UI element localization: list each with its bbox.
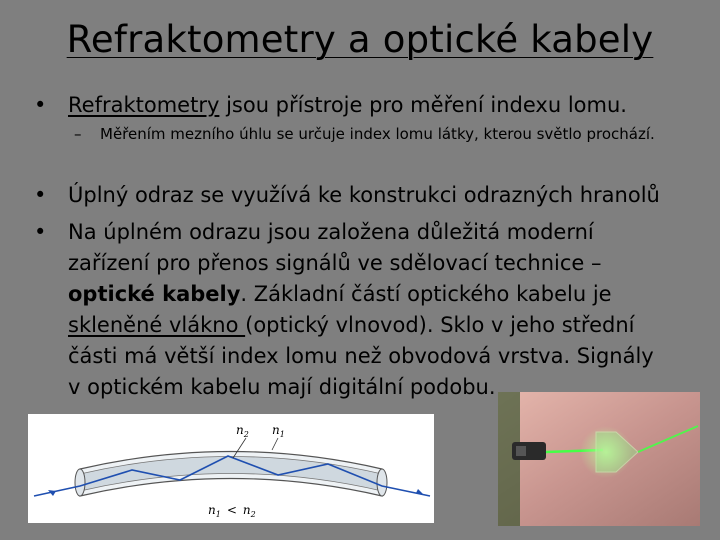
leader-n1 — [272, 438, 278, 450]
bullet-3-part-1: Na úplném odrazu jsou založena důležitá moderní zařízení pro přenos signálů ve sdělovací technice – — [68, 220, 602, 275]
laser-pointer-detail — [516, 446, 526, 456]
label-relation: $n_1 < n_2$ — [208, 503, 256, 519]
refraktometry-term: Refraktometry — [68, 93, 220, 117]
bullet-3-part-3: . Základní částí optického kabelu je — [240, 282, 612, 306]
fiber-end-right — [377, 469, 387, 496]
laser-prism-photo — [498, 392, 700, 526]
label-n1: $n_1$ — [272, 423, 285, 439]
prism-glow — [580, 426, 632, 478]
bullet-2-text: Úplný odraz se využívá ke konstrukci odrazných hranolů — [68, 183, 660, 207]
sub-bullet-dash: – — [74, 125, 82, 143]
bullet-1-rest: jsou přístroje pro měření indexu lomu. — [219, 93, 627, 117]
fiber-end-left — [75, 469, 85, 496]
bullet-dot: • — [34, 93, 47, 117]
laser-photo-svg — [498, 392, 700, 526]
sklenene-vlakno-term: skleněné vlákno — [68, 313, 246, 337]
bullet-dot: • — [34, 183, 47, 207]
sub-bullet-text: Měřením mezního úhlu se určuje index lomu látky, kterou světlo prochází. — [100, 125, 655, 143]
bullet-3-text — [68, 217, 668, 403]
fiber-diagram — [28, 414, 434, 523]
fiber-diagram-svg — [28, 414, 434, 523]
bullet-3-part-5: (optický vlnovod). Sklo v jeho střední části má větší index lomu než obvodová vrstva. Signály v optickém kabelu mají digitální podobu. — [68, 313, 654, 399]
bullet-1-text — [68, 90, 688, 121]
opticke-kabely-term: optické kabely — [68, 282, 241, 306]
slide-title: Refraktometry a optické kabely — [66, 18, 654, 61]
label-n2: $n_2$ — [236, 423, 249, 439]
bullet-dot: • — [34, 220, 47, 244]
